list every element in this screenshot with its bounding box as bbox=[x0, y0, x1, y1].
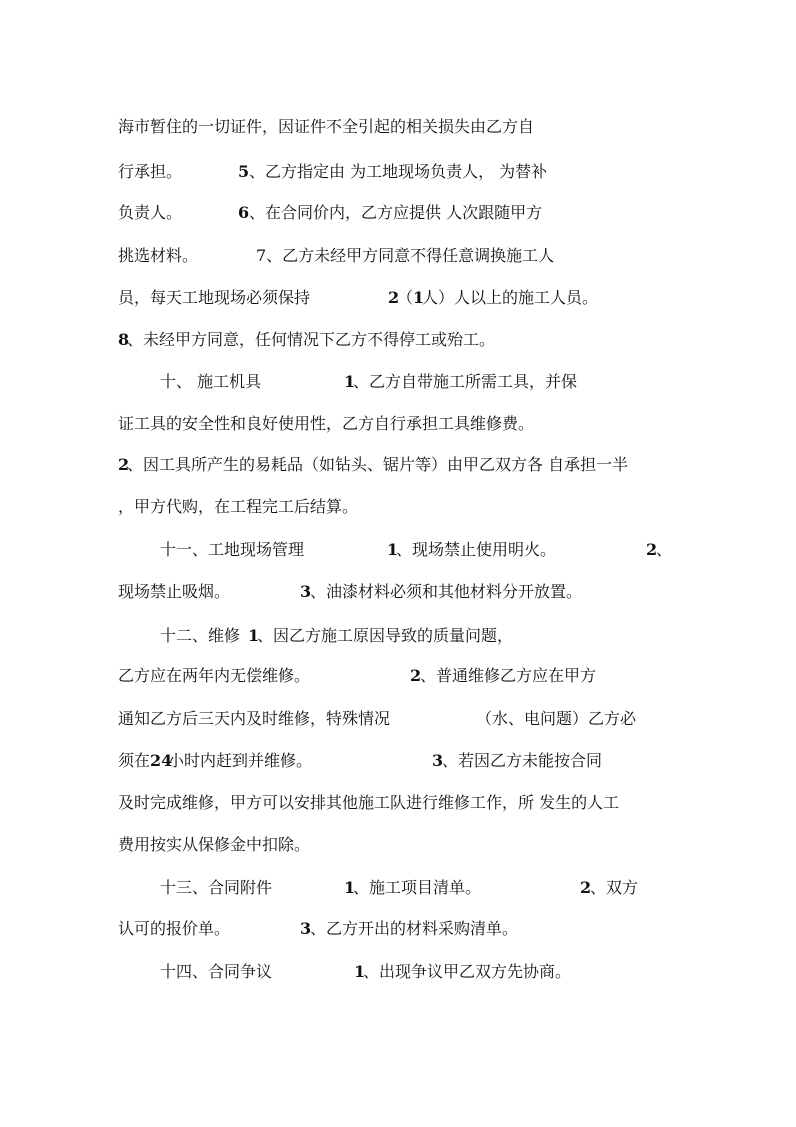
text-run: 7、乙方未经甲方同意不得任意调换施工人 bbox=[256, 246, 555, 265]
numbered-marker: 6 bbox=[238, 203, 250, 222]
text-line bbox=[118, 112, 756, 142]
text-line bbox=[118, 788, 756, 818]
text-run: 十二、维修 bbox=[160, 626, 241, 645]
text-run: 、未经甲方同意，任何情况下乙方不得停工或殆工。 bbox=[127, 330, 496, 349]
numbered-marker: 8 bbox=[118, 330, 130, 349]
numbered-marker: 24 bbox=[150, 751, 173, 770]
numbered-marker: 1 bbox=[248, 626, 260, 645]
text-run: 及时完成维修，甲方可以安排其他施工队进行维修工作，所 发生的人工 bbox=[118, 793, 620, 812]
text-line bbox=[118, 830, 756, 860]
text-run: 、施工项目清单。 bbox=[353, 878, 482, 897]
text-run: 认可的报价单。 bbox=[118, 919, 231, 938]
text-run: 乙方应在两年内无偿维修。 bbox=[118, 666, 311, 685]
text-run: 、油漆材料必须和其他材料分开放置。 bbox=[310, 582, 583, 601]
text-run: 十一、工地现场管理 bbox=[160, 540, 305, 559]
text-run: 、乙方自带施工所需工具，并保 bbox=[353, 372, 578, 391]
numbered-marker: 1 bbox=[344, 878, 356, 897]
text-run: 、 bbox=[656, 540, 673, 559]
text-run: 、在合同价内，乙方应提供 人次跟随甲方 bbox=[249, 203, 543, 222]
numbered-marker: 1 bbox=[344, 372, 356, 391]
numbered-marker: 2 bbox=[646, 540, 658, 559]
text-line bbox=[118, 450, 756, 480]
text-line bbox=[118, 367, 756, 397]
text-line bbox=[118, 957, 756, 987]
numbered-marker: 3 bbox=[300, 919, 312, 938]
text-run: 、乙方开出的材料采购清单。 bbox=[310, 919, 519, 938]
numbered-marker: 3 bbox=[300, 582, 312, 601]
text-line bbox=[118, 157, 756, 187]
numbered-marker: 1 bbox=[354, 962, 366, 981]
text-run: 费用按实从保修金中扣除。 bbox=[118, 835, 311, 854]
text-line bbox=[118, 535, 756, 565]
text-line bbox=[118, 914, 756, 944]
text-run: 须在 bbox=[118, 751, 151, 770]
numbered-marker: 2 bbox=[410, 666, 422, 685]
text-run: （ bbox=[397, 288, 414, 307]
text-line bbox=[118, 409, 756, 439]
text-line bbox=[118, 492, 756, 522]
text-run: 、双方 bbox=[590, 878, 639, 897]
numbered-marker: 5 bbox=[238, 162, 250, 181]
text-run: 通知乙方后三天内及时维修，特殊情况 bbox=[118, 709, 391, 728]
text-run: 、因工具所产生的易耗品（如钻头、锯片等）由甲乙双方各 自承担一半 bbox=[127, 455, 629, 474]
numbered-marker: 1 bbox=[413, 288, 425, 307]
text-run: ，甲方代购，在工程完工后结算。 bbox=[118, 497, 359, 516]
text-run: 员，每天工地现场必须保持 bbox=[118, 288, 311, 307]
text-line bbox=[118, 873, 756, 903]
text-run: 人）人以上的施工人员。 bbox=[422, 288, 599, 307]
numbered-marker: 1 bbox=[387, 540, 399, 559]
text-line bbox=[118, 577, 756, 607]
text-line bbox=[118, 283, 756, 313]
text-run: 十四、合同争议 bbox=[160, 962, 273, 981]
text-run: 挑选材料。 bbox=[118, 246, 199, 265]
text-run: 海市暂住的一切证件，因证件不全引起的相关损失由乙方自 bbox=[118, 117, 535, 136]
numbered-marker: 3 bbox=[432, 751, 444, 770]
numbered-marker: 2 bbox=[118, 455, 130, 474]
text-run: 负责人。 bbox=[118, 203, 183, 222]
text-line bbox=[118, 661, 756, 691]
numbered-marker: 2 bbox=[388, 288, 400, 307]
text-run: （水、电问题）乙方必 bbox=[476, 709, 637, 728]
text-run: 、若因乙方未能按合同 bbox=[442, 751, 603, 770]
text-run: 证工具的安全性和良好使用性，乙方自行承担工具维修费。 bbox=[118, 414, 535, 433]
text-line bbox=[118, 241, 756, 271]
text-run: 、乙方指定由 为工地现场负责人， 为替补 bbox=[249, 162, 548, 181]
text-line bbox=[118, 621, 756, 651]
text-run: 现场禁止吸烟。 bbox=[118, 582, 231, 601]
text-run: 十、 施工机具 bbox=[160, 372, 262, 391]
text-run: 、普通维修乙方应在甲方 bbox=[420, 666, 597, 685]
text-run: 行承担。 bbox=[118, 162, 183, 181]
text-run: 、因乙方施工原因导致的质量问题， bbox=[257, 626, 514, 645]
text-run: 、出现争议甲乙双方先协商。 bbox=[363, 962, 572, 981]
text-line bbox=[118, 704, 756, 734]
numbered-marker: 2 bbox=[580, 878, 592, 897]
text-run: 十三、合同附件 bbox=[160, 878, 273, 897]
text-line bbox=[118, 325, 756, 355]
text-line bbox=[118, 198, 756, 228]
text-run: 小时内赶到并维修。 bbox=[168, 751, 313, 770]
text-line bbox=[118, 746, 756, 776]
text-run: 、现场禁止使用明火。 bbox=[396, 540, 557, 559]
